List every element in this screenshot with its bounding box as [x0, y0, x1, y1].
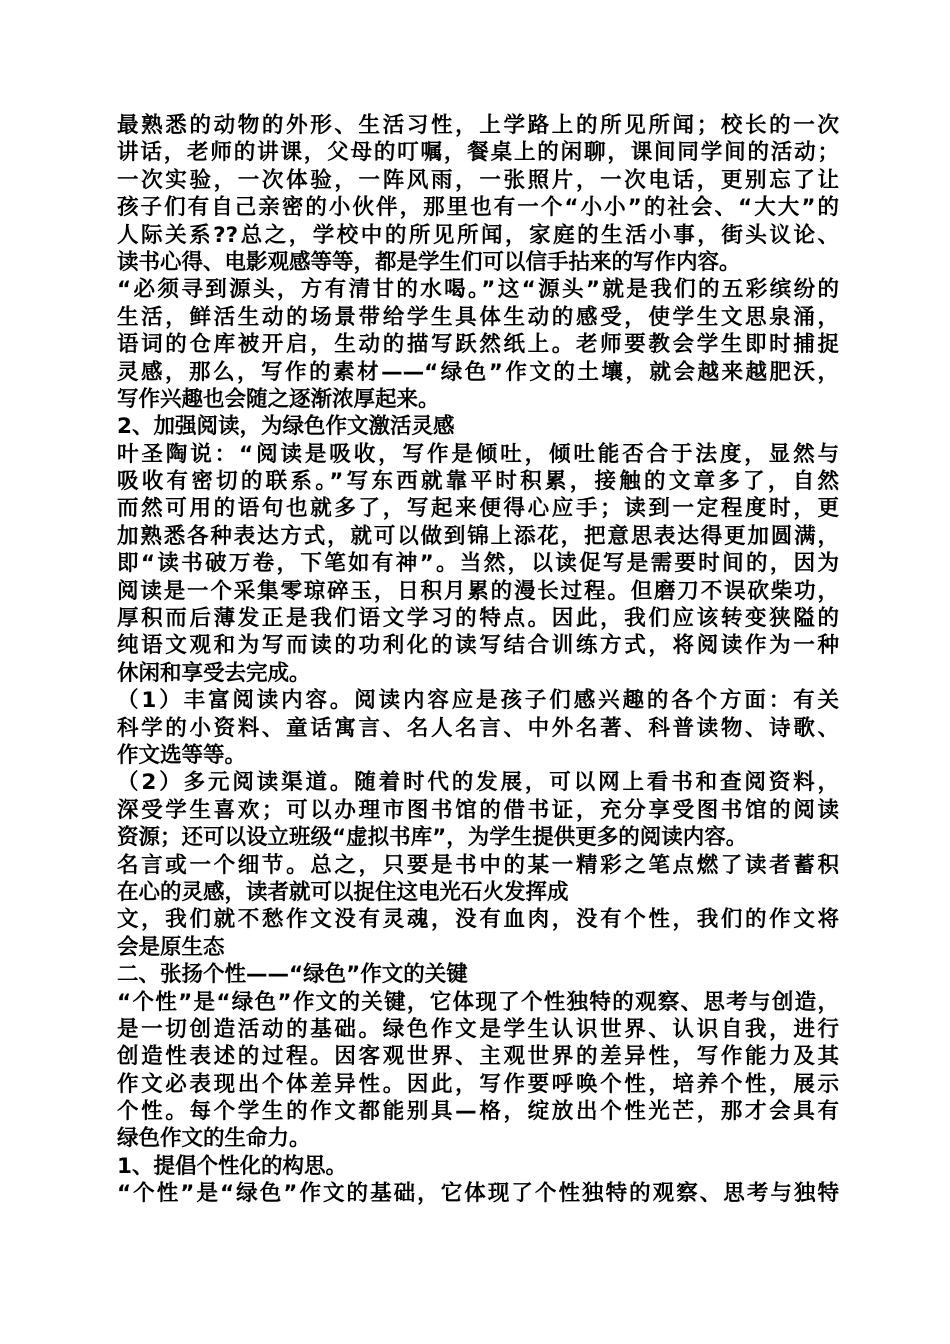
text-line: 吸收有密切的联系。”写东西就靠平时积累，接触的文章多了，自然	[117, 469, 839, 495]
text-line: 加熟悉各种表达方式，就可以做到锦上添花，把意思表达得更加圆满，	[117, 523, 839, 549]
text-line: 深受学生喜欢；可以办理市图书馆的借书证，充分享受图书馆的阅读	[117, 797, 839, 823]
text-line: 1、提倡个性化的构思。	[117, 1153, 347, 1179]
text-line: “个性”是“绿色”作文的基础，它体现了个性独特的观察、思考与独特	[117, 1181, 839, 1207]
text-line: 作文选等等。	[117, 742, 247, 768]
text-line: 创造性表述的过程。因客观世界、主观世界的差异性，写作能力及其	[117, 1044, 839, 1070]
text-line: 孩子们有自己亲密的小伙伴，那里也有一个“小小”的社会、“大大”的	[117, 195, 839, 221]
text-line: 叶圣陶说：“阅读是吸收，写作是倾吐，倾吐能否合于法度，显然与	[117, 441, 839, 467]
text-line: 会是原生态	[117, 934, 225, 960]
text-line: 即“读书破万卷，下笔如有神”。当然，以读促写是需要时间的，因为	[117, 551, 839, 577]
text-line: 在心的灵感，读者就可以捉住这电光石火发挥成	[117, 879, 569, 905]
text-line: 讲话，老师的讲课，父母的叮嘱，餐桌上的闲聊，课间同学间的活动；	[117, 140, 839, 166]
text-line: “必须寻到源头，方有清甘的水喝。”这“源头”就是我们的五彩缤纷的	[117, 277, 839, 303]
text-line: 阅读是一个采集零琼碎玉，日积月累的漫长过程。但磨刀不误砍柴功，	[117, 578, 839, 604]
text-line: 科学的小资料、童话寓言、名人名言、中外名著、科普读物、诗歌、	[117, 715, 839, 741]
text-line: 纯语文观和为写而读的功利化的读写结合训练方式，将阅读作为一种	[117, 633, 839, 659]
text-line: 绿色作文的生命力。	[117, 1126, 311, 1152]
text-line: 语词的仓库被开启，生动的描写跃然纸上。老师要教会学生即时捕捉	[117, 332, 839, 358]
text-line: 个性。每个学生的作文都能别具—格，绽放出个性光芒，那才会具有	[117, 1099, 839, 1125]
text-line: 一次实验，一次体验，一阵风雨，一张照片，一次电话，更别忘了让	[117, 167, 839, 193]
text-line: 而然可用的语句也就多了，写起来便得心应手；读到一定程度时，更	[117, 496, 839, 522]
text-line: 写作兴趣也会随之逐渐浓厚起来。	[117, 386, 440, 412]
text-line: 灵感，那么，写作的素材——“绿色”作文的土壤，就会越来越肥沃，	[117, 359, 839, 385]
text-line: 2、加强阅读，为绿色作文激活灵感	[117, 414, 455, 440]
text-line: 厚积而后薄发正是我们语文学习的特点。因此，我们应该转变狭隘的	[117, 606, 839, 632]
document-page	[117, 112, 839, 1208]
text-line: 读书心得、电影观感等等，都是学生们可以信手拈来的写作内容。	[117, 249, 741, 275]
text-line: 休闲和享受去完成。	[117, 660, 311, 686]
text-line: （2）多元阅读渠道。随着时代的发展，可以网上看书和查阅资料，	[117, 770, 839, 796]
text-line: 资源；还可以设立班级“虚拟书库”，为学生提供更多的阅读内容。	[117, 825, 748, 851]
text-line: “个性”是“绿色”作文的关键，它体现了个性独特的观察、思考与创造，	[117, 989, 839, 1015]
text-line: 作文必表现出个体差异性。因此，写作要呼唤个性，培养个性，展示	[117, 1071, 839, 1097]
text-line: （1）丰富阅读内容。阅读内容应是孩子们感兴趣的各个方面：有关	[117, 688, 839, 714]
text-line: 名言或一个细节。总之，只要是书中的某一精彩之笔点燃了读者蓄积	[117, 852, 839, 878]
text-line: 文，我们就不愁作文没有灵魂，没有血肉，没有个性，我们的作文将	[117, 907, 839, 933]
text-line: 人际关系??总之，学校中的所见所闻，家庭的生活小事，街头议论、	[117, 222, 839, 248]
text-line: 生活，鲜活生动的场景带给学生具体生动的感受，使学生文思泉涌，	[117, 304, 839, 330]
text-line: 是一切创造活动的基础。绿色作文是学生认识世界、认识自我，进行	[117, 1016, 839, 1042]
text-line: 二、张扬个性——“绿色”作文的关键	[117, 962, 468, 988]
text-line: 最熟悉的动物的外形、生活习性，上学路上的所见所闻；校长的一次	[117, 113, 839, 138]
